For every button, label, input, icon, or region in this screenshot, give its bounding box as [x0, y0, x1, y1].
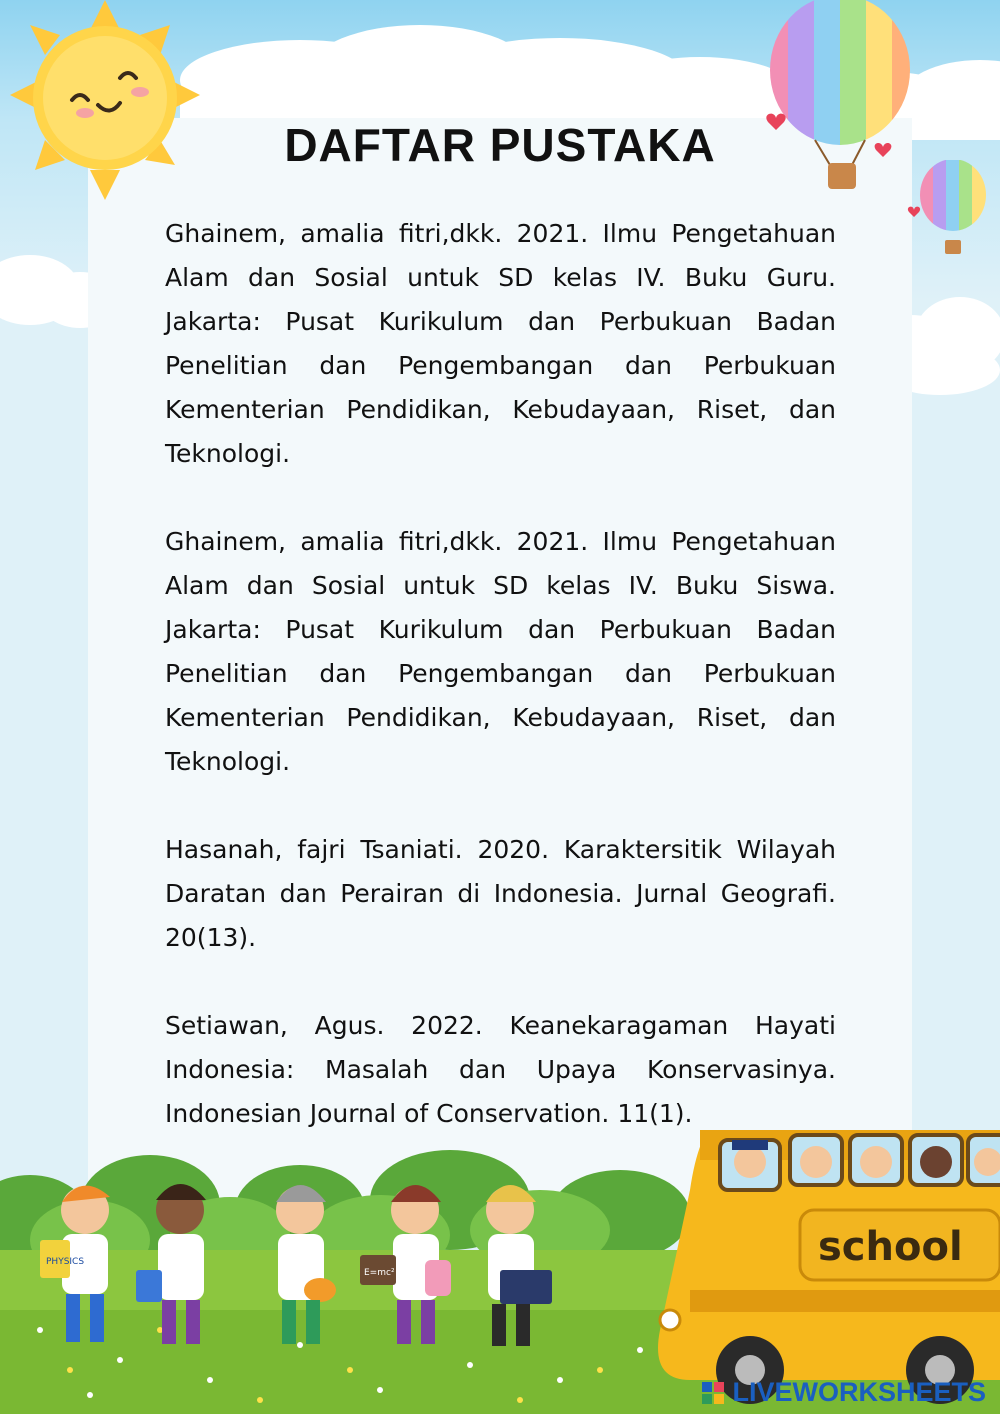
smiling-sun-icon: [0, 0, 220, 210]
reference-entry: Ghainem, amalia fitri,dkk. 2021. Ilmu Pengetahuan Alam dan Sosial untuk SD kelas IV. Buku Guru. Jakarta: Pusat Kurikulum dan Perbukuan Badan Penelitian dan Pengembangan dan Perbukuan Kementerian Pendidikan, Kebudayaan, Riset, dan Teknologi.: [165, 219, 836, 468]
small-balloon-icon: [905, 160, 995, 270]
reference-entry: Hasanah, fajri Tsaniati. 2020. Karaktersitik Wilayah Daratan dan Perairan di Indonesia. Jurnal Geografi. 20(13).: [165, 835, 836, 952]
book-label: PHYSICS: [46, 1257, 85, 1267]
school-bus-icon: [658, 1130, 1000, 1404]
reference-entry: Ghainem, amalia fitri,dkk. 2021. Ilmu Pengetahuan Alam dan Sosial untuk SD kelas IV. Buku Siswa. Jakarta: Pusat Kurikulum dan Perbukuan Badan Penelitian dan Pengembangan dan Perbukuan Kementerian Pendidikan, Kebudayaan, Riset, dan Teknologi.: [165, 527, 836, 776]
reference-list: [165, 212, 836, 1180]
board-label: E=mc²: [364, 1268, 395, 1278]
watermark-text: LIVEWORKSHEETS: [732, 1377, 986, 1407]
school-scene-illustration: [0, 1130, 1000, 1414]
reference-entry: Setiawan, Agus. 2022. Keanekaragaman Hayati Indonesia: Masalah dan Upaya Konservasinya. Indonesian Journal of Conservation. 11(1).: [165, 1011, 836, 1128]
liveworksheets-logo-icon: [700, 1380, 726, 1406]
page-title: DAFTAR PUSTAKA: [284, 119, 716, 171]
bus-label: school: [818, 1224, 963, 1270]
liveworksheets-watermark: [700, 1377, 986, 1408]
